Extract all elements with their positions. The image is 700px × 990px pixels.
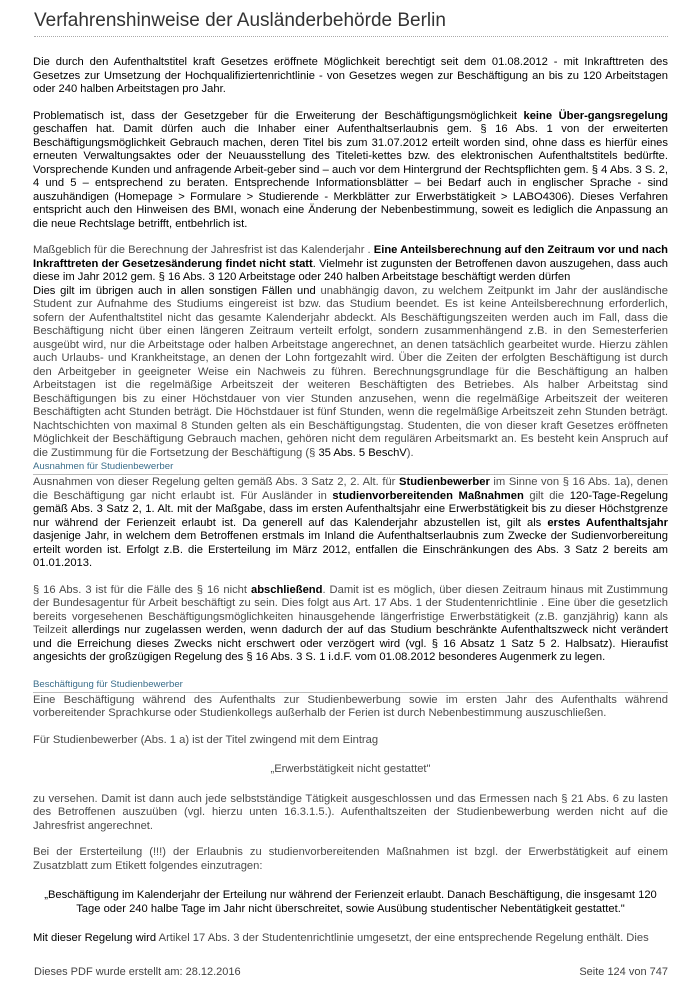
paragraph-beschaeftigung-1: Eine Beschäftigung während des Aufenthalts zur Studienbewerbung sowie im ersten Jahr des Aufenthalts während vorbereitender Sprachkurse oder Studienkollegs außerhalb der Ferien ist durch Nebenbestimmung auszuschließen. (33, 693, 668, 719)
paragraph-beschaeftigung-2: Für Studienbewerber (Abs. 1 a) ist der Titel zwingend mit dem Eintrag (33, 733, 379, 746)
paragraph-ausnahmen-1: Ausnahmen von dieser Regelung gelten gemäß Abs. 3 Satz 2, 2. Alt. für Studienbewerber im Sinne von § 16 Abs. 1a), denen die Beschäftigung gar nicht erlaubt ist. Für Ausländer in studienvorbereitenden Maßnahmen gilt die 120-Tage-Regelung gemäß Abs. 3 Satz 2, 1. Alt. mit der Maßgabe, dass im ersten Aufenthaltsjahr eine Erwerbstätigkeit bis zu dieser Höchstgrenze nur während der Ferienzeit erlaubt ist. Da generell auf das Kalenderjahr abzustellen ist, gilt als erstes Aufenthaltsjahr dasjenige Jahr, in welchem dem Betroffenen erstmals im Inland die Aufenthaltserlaubnis zum Zwecke der Sudienvorbereitung erteilt worden ist. Erfolgt z.B. die Ersterteilung im März 2012, entfallen die Einschränkungen des Abs. 3 Satz 2 bereits am 01.01.2013. (33, 476, 668, 569)
title-divider (34, 36, 668, 37)
paragraph-1: Die durch den Aufenthaltstitel kraft Gesetzes eröffnete Möglichkeit berechtigt seit dem 01.08.2012 - mit Inkrafttreten des Gesetzes zur Umsetzung der Hochqualifiziertenrichtlinie - von Gesetzes wegen zur Beschäftigung an bis zu 120 Arbeitstagen oder 240 halben Arbeitstagen pro Jahr. (33, 56, 668, 95)
quote-zusatzblatt: „Beschäftigung im Kalenderjahr der Erteilung nur während der Ferienzeit erlaubt. Danach Beschäftigung, die insgesamt 120 Tage oder 240 halbe Tage im Jahr nicht überschreitet, sowie Ausübung studentischer Nebentätigkeit gestattet." (44, 889, 657, 915)
paragraph-beschaeftigung-5: Mit dieser Regelung wird Artikel 17 Abs. 3 der Studentenrichtlinie umgesetzt, der eine entsprechende Regelung enthält. Dies (33, 932, 649, 944)
paragraph-3: Maßgeblich für die Berechnung der Jahresfrist ist das Kalenderjahr . Eine Anteilsberechnung auf den Zeitraum vor und nach Inkrafttreten der Gesetzesänderung findet nicht statt. Vielmehr ist zugunsten der Betroffenen davon auszugehen, dass auch diese im Jahr 2012 gem. § 16 Abs. 3 120 Arbeitstage oder 240 halben Arbeitstage beschäftigt werden dürfen Dies gilt im übrigen auch in allen sonstigen Fällen und unabhängig davon, zu welchem Zeitpunkt im Jahr der ausländische Student zur Aufnahme des Studiums eingereist ist bzw. das Studium beendet. Es ist keine Anteilsberechnung erforderlich, sofern der Aufenthaltstitel nicht das gesamte Kalenderjahr abdeckt. Als Beschäftigungszeiten werden auch im Fall, dass die Beschäftigung nicht über einen längeren Zeitraum verteilt erfolgt, sondern zusammenhängend z.B. in den Semesterferien ausgeübt wird, nur die Arbeitstage oder halben Arbeitstage angerechnet, an denen tatsächlich gearbeitet wurde. Hierzu zählen auch Urlaubs- und Krankheitstage, an denen der Lohn fortgezahlt wird. Über die Zeiten der erfolgten Beschäftigung ist durch den Arbeitgeber in geeigneter Weise ein Nachweis zu führen. Berechnungsgrundlage für die Beschäftigung an halben Arbeitstagen ist die regelmäßige Arbeitszeit der weiteren Beschäftigten des Betriebes. Als halber Arbeitstag sind Beschäftigungen bis zu einer Höchstdauer von vier Stunden anzusehen, wenn die regelmäßige Arbeitszeit der weiteren Beschäftigten acht Stunden beträgt. Die Höchstdauer ist fünf Stunden, wenn die regelmäßige Arbeitszeit zehn Stunden beträgt. Nachtschichten von maximal 8 Stunden gelten als ein Beschäftigungstag. Studenten, die von dieser kraft Gesetzes eröffneten Möglichkeit der Beschäftigung Gebrauch machen, gehören nicht dem regulären Arbeitsmarkt an. Es besteht kein Anspruch auf die Zustimmung für die Fortsetzung der Beschäftigung (§ 35 Abs. 5 BeschV). (33, 244, 669, 459)
footer-page-number: Seite 124 von 747 (579, 966, 668, 978)
paragraph-beschaeftigung-4: Bei der Ersterteilung (!!!) der Erlaubnis zu studienvorbereitenden Maßnahmen ist bzgl. der Erwerbstätigkeit auf einem Zusatzblatt zum Etikett folgendes einzutragen: (33, 846, 668, 872)
quote-erwerbstaetigkeit: „Erwerbstätigkeit nicht gestattet" (270, 763, 431, 775)
section-heading-ausnahmen: Ausnahmen für Studienbewerber (33, 461, 668, 475)
footer-created-date: Dieses PDF wurde erstellt am: 28.12.2016 (34, 966, 241, 978)
page-title: Verfahrenshinweise der Ausländerbehörde Berlin (34, 10, 446, 31)
paragraph-ausnahmen-2: § 16 Abs. 3 ist für die Fälle des § 16 nicht abschließend. Damit ist es möglich, über diesen Zeitraum hinaus mit Zustimmung der Bundesagentur für Arbeit beschäftigt zu sein. Dies folgt aus Art. 17 Abs. 1 der Studentenrichtlinie . Eine über die gesetzlich bereits vorgesehenen Beschäftigungsmöglichkeiten hinausgehende längerfristige Erwerbstätigkeit (z.B. ganzjährig) kann als Teilzeit allerdings nur zugelassen werden, wenn dadurch der auf das Studium beschränkte Aufenthaltszweck nicht verändert und die Erreichung dieses Zwecks nicht erschwert oder verzögert wird (vgl. § 16 Absatz 1 Satz 5 2. Halbsatz). Hieraufist angesichts der großzügigen Regelung des § 16 Abs. 3 S. 1 i.d.F. vom 01.08.2012 besonderes Augenmerk zu legen. (33, 583, 668, 663)
paragraph-beschaeftigung-3: zu versehen. Damit ist dann auch jede selbstständige Tätigkeit ausgeschlossen und das Ermessen nach § 21 Abs. 6 zu lasten des Betroffenen auszuüben (vgl. hierzu unten 16.3.1.5.). Aufenthaltszeiten der Studienbewerbung werden nicht auf die Jahresfrist angerechnet. (33, 792, 668, 832)
paragraph-2: Problematisch ist, dass der Gesetzgeber für die Erweiterung der Beschäftigungsmöglichkeit keine Über-gangsregelung geschaffen hat. Damit dürfen auch die Inhaber einer Aufenthaltserlaubnis gem. § 16 Abs. 1 von der erweiterten Beschäftigungsmöglichkeit Gebrauch machen, deren Titel bis zum 31.07.2012 erteilt worden sind, ohne dass es hierfür eines erneuten Verwaltungsaktes oder der Neuausstellung des Titeleti-kettes bzw. des elektronischen Aufenthaltstitels bedürfte. Vorsprechende Kunden und anfragende Arbeit-geber sind – auch vor dem Hintergrund der Rechtspflichten gem. § 4 Abs. 3 S. 2, 4 und 5 – entsprechend zu beraten. Entsprechende Informationsblätter – bei Bedarf auch in englischer Sprache - sind auszuhändigen (Homepage > Formulare > Studierende - Merkblätter zur Erwerbstätigkeit > LABO4306). Dieses Verfahren entspricht auch den Hinweisen des BMI, wonach eine Änderung der Nebenbestimmung, soweit es lediglich die Anpassung an die neue Rechtslage betrifft, entbehrlich ist. (33, 109, 668, 230)
section-heading-beschaeftigung: Beschäftigung für Studienbewerber (33, 679, 668, 693)
document-body (33, 56, 668, 946)
